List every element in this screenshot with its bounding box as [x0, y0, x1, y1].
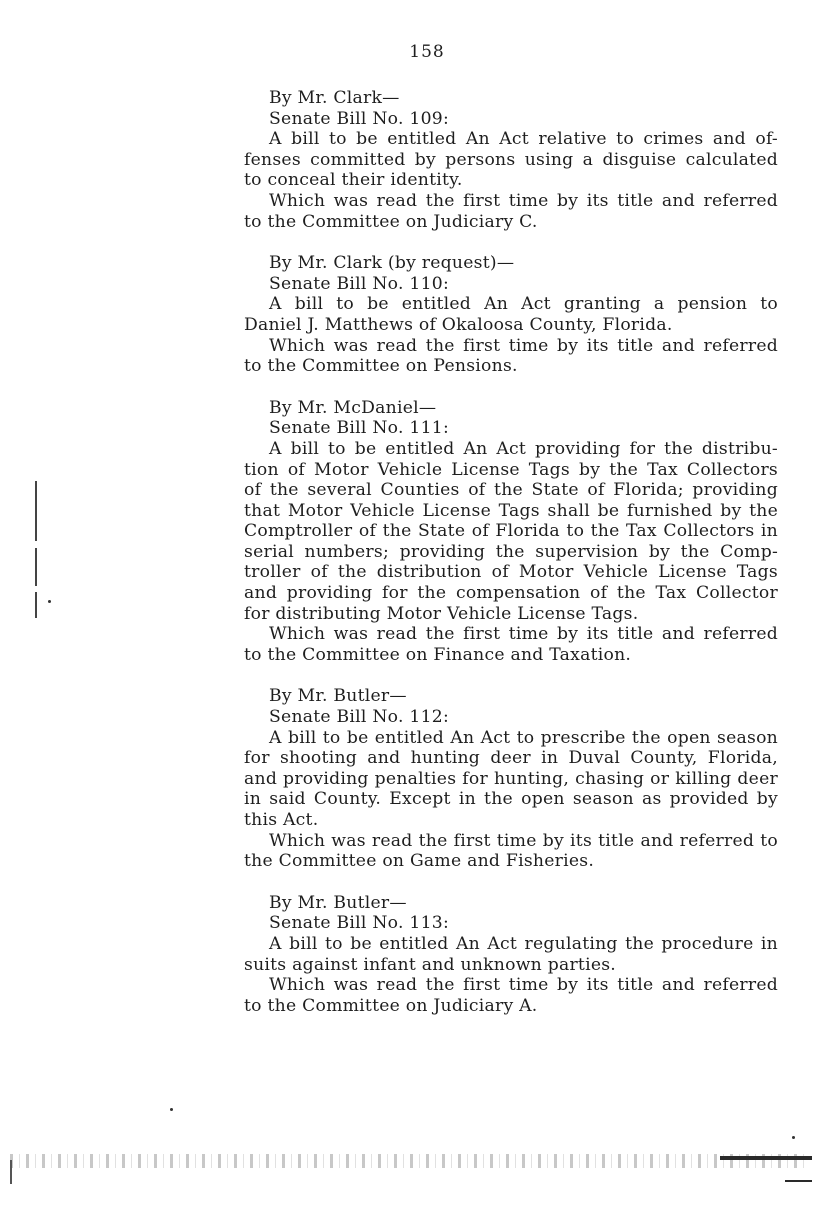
bill-entry [244, 686, 778, 871]
action-line: Which was read the first time by its title and referred [269, 190, 778, 211]
bill-entry [244, 88, 778, 232]
bill-entry [244, 253, 778, 377]
bill-title-line: Daniel J. Matthews of Okaloosa County, Florida. [244, 314, 673, 335]
margin-rule [35, 548, 37, 586]
action-line: to the Committee on Pensions. [244, 356, 518, 377]
page-number: 158 [409, 42, 445, 62]
sponsor-line: By Mr. Butler— [269, 686, 407, 707]
sponsor-line: By Mr. Butler— [269, 892, 407, 913]
bill-title-line: A bill to be entitled An Act regulating the procedure in [269, 933, 778, 954]
bill-title-line: Comptroller of the State of Florida to the Tax Collectors in [244, 521, 778, 542]
bill-title-line: and providing penalties for hunting, chasing or killing deer [244, 768, 778, 789]
scan-bar [720, 1156, 812, 1160]
bill-title-line: in said County. Except in the open season as provided by [244, 789, 778, 810]
scan-bar [785, 1180, 812, 1182]
bill-title-line: for distributing Motor Vehicle License Tags. [244, 603, 639, 624]
bill-title-line: troller of the distribution of Motor Vehicle License Tags [244, 562, 778, 583]
bill-entry [244, 893, 778, 1017]
bill-title-line: A bill to be entitled An Act granting a pension to [269, 294, 778, 315]
action-line: to the Committee on Judiciary A. [244, 995, 538, 1016]
bill-number: Senate Bill No. 112: [269, 707, 449, 728]
bill-title-line: suits against infant and unknown parties. [244, 954, 617, 975]
bill-title-line: and providing for the compensation of the Tax Collector [244, 583, 778, 604]
scan-noise [10, 1154, 810, 1168]
bill-number: Senate Bill No. 113: [269, 913, 449, 934]
action-line: to the Committee on Judiciary C. [244, 211, 538, 232]
sponsor-line: By Mr. Clark— [269, 88, 400, 108]
scan-tick [10, 1160, 12, 1184]
action-line: to the Committee on Finance and Taxation. [244, 644, 632, 665]
bill-title-line: for shooting and hunting deer in Duval County, Florida, [244, 748, 778, 769]
action-line: Which was read the first time by its title and referred [269, 624, 778, 645]
action-line: Which was read the first time by its title and referred to [269, 830, 778, 851]
margin-rule [35, 481, 37, 541]
bill-number: Senate Bill No. 110: [269, 273, 449, 294]
bill-title-line: this Act. [244, 810, 319, 830]
bill-entry [244, 398, 778, 666]
sponsor-line: By Mr. Clark (by request)— [269, 253, 515, 274]
margin-rule [35, 592, 37, 618]
bill-title-line: to conceal their identity. [244, 170, 463, 191]
bill-title-line: A bill to be entitled An Act relative to crimes and of- [269, 129, 778, 150]
scan-dot [792, 1136, 795, 1139]
bill-number: Senate Bill No. 111: [269, 418, 449, 439]
bill-title-line: A bill to be entitled An Act providing for the distribu- [269, 438, 778, 459]
sponsor-line: By Mr. McDaniel— [269, 397, 437, 418]
bill-title-line: A bill to be entitled An Act to prescribe the open season [269, 727, 778, 748]
scan-dot [48, 600, 51, 603]
bill-number: Senate Bill No. 109: [269, 108, 449, 129]
action-line: the Committee on Game and Fisheries. [244, 851, 595, 872]
bill-title-line: that Motor Vehicle License Tags shall be furnished by the [244, 500, 778, 521]
text-column [244, 88, 778, 1037]
bill-title-line: fenses committed by persons using a disguise calculated [244, 149, 778, 170]
scan-dot [170, 1108, 173, 1111]
bill-title-line: tion of Motor Vehicle License Tags by the Tax Collectors [244, 459, 778, 480]
action-line: Which was read the first time by its title and referred [269, 335, 778, 356]
bill-title-line: serial numbers; providing the supervision by the Comp- [244, 541, 778, 562]
action-line: Which was read the first time by its title and referred [269, 975, 778, 996]
bill-title-line: of the several Counties of the State of Florida; providing [244, 480, 778, 501]
